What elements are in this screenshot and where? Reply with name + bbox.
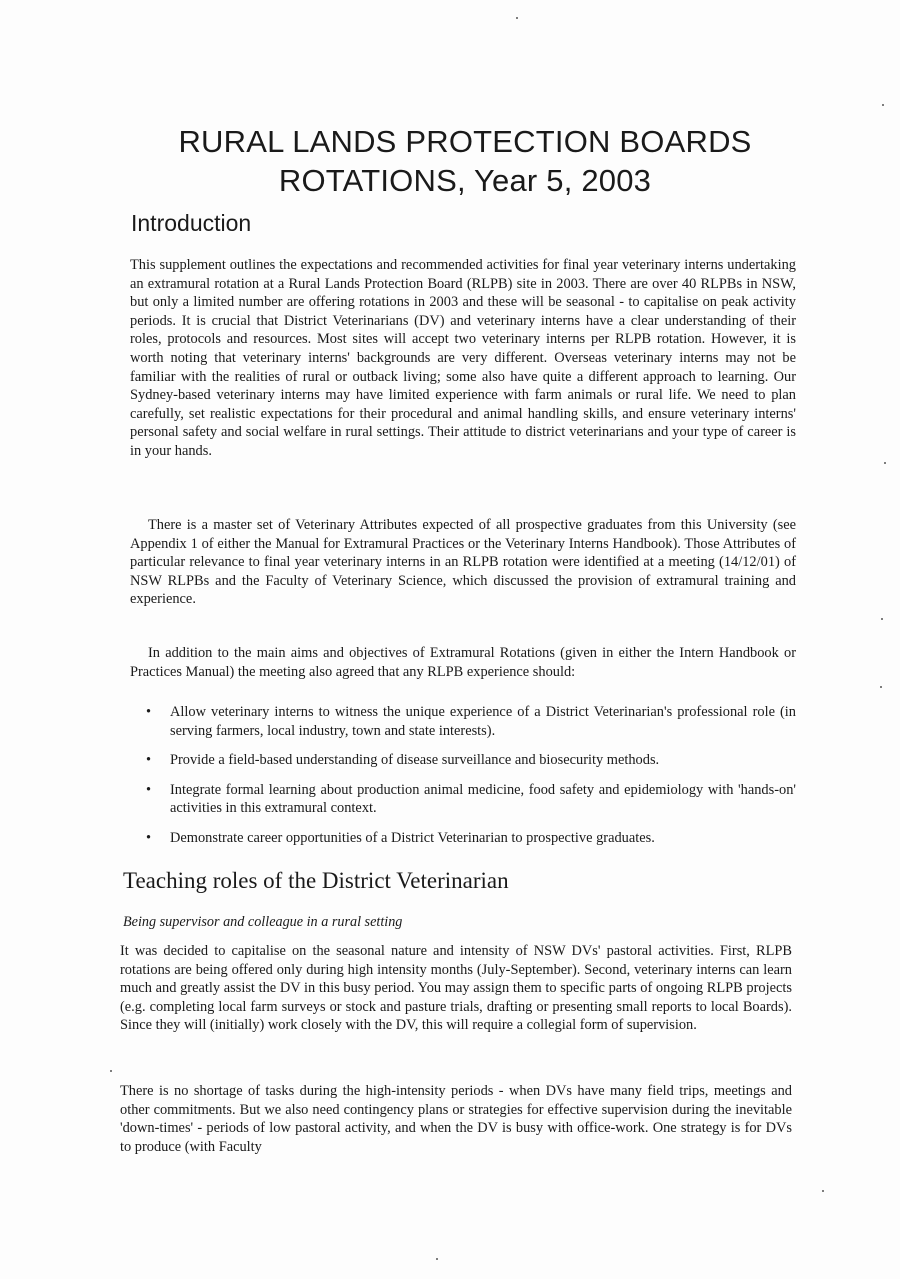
bullet-icon: • bbox=[146, 752, 152, 769]
list-item-text: Provide a field-based understanding of disease surveillance and biosecurity methods. bbox=[170, 752, 660, 769]
bullet-icon: • bbox=[146, 781, 152, 798]
introduction-heading: Introduction bbox=[131, 210, 252, 236]
list-item bbox=[146, 703, 796, 740]
teaching-paragraph-2: There is no shortage of tasks during the high-intensity periods - when DVs have many field trips, meetings and other commitments. But we also need contingency plans or strategies for effective supervision during the inevitable 'down-times' - periods of low pastoral activity, and when the DV is busy with office-work. One strategy is for DVs to produce (with Faculty bbox=[120, 1083, 792, 1155]
list-item-text: Allow veterinary interns to witness the unique experience of a District Veterinarian's professional role (in serving farmers, local industry, town and state interests). bbox=[170, 704, 796, 739]
teaching-subheading: Being supervisor and colleague in a rural setting bbox=[123, 914, 403, 930]
list-item bbox=[146, 829, 796, 848]
scan-speck bbox=[882, 104, 884, 106]
list-item-text: Integrate formal learning about production animal medicine, food safety and epidemiology with 'hands-on' activities in this extramural context. bbox=[170, 781, 796, 817]
scan-speck bbox=[822, 1190, 824, 1192]
page-title: RURAL LANDS PROTECTION BOARDS ROTATIONS, Year 5, 2003 bbox=[178, 124, 752, 198]
scan-speck bbox=[884, 462, 886, 464]
scan-speck bbox=[880, 686, 882, 688]
bullet-icon: • bbox=[146, 829, 152, 846]
intro-paragraph-2: There is a master set of Veterinary Attributes expected of all prospective graduates from this University (see Appendix 1 of either the Manual for Extramural Practices or the Veterinary Interns Handbook). Those Attributes of particular relevance to final year veterinary interns in an RLPB rotation were identified at a meeting (14/12/01) of NSW RLPBs and the Faculty of Veterinary Science, which discussed the provision of extramural training and experience. bbox=[130, 517, 796, 608]
teaching-roles-heading: Teaching roles of the District Veterinarian bbox=[123, 868, 509, 893]
scan-speck bbox=[436, 1258, 438, 1260]
list-item bbox=[146, 781, 796, 818]
bullet-icon: • bbox=[146, 704, 152, 720]
rlpb-experience-list bbox=[146, 703, 796, 859]
scan-speck bbox=[110, 1070, 112, 1072]
teaching-paragraph-1: It was decided to capitalise on the seasonal nature and intensity of NSW DVs' pastoral activities. First, RLPB rotations are being offered only during high intensity months (July-September). Second, veterinary interns can learn much and greatly assist the DV in this busy period. You may assign them to specific parts of ongoing RLPB projects (e.g. completing local farm surveys or stock and pasture trials, drafting or presenting small reports to local Boards). Since they will (initially) work closely with the DV, this will require a collegial form of supervision. bbox=[120, 943, 792, 1034]
list-item-text: Demonstrate career opportunities of a District Veterinarian to prospective graduates. bbox=[170, 829, 655, 846]
scan-speck bbox=[881, 618, 883, 620]
intro-paragraph-3: In addition to the main aims and objectives of Extramural Rotations (given in either the Intern Handbook or Practices Manual) the meeting also agreed that any RLPB experience should: bbox=[130, 645, 796, 680]
intro-paragraph-1: This supplement outlines the expectations and recommended activities for final year veterinary interns undertaking an extramural rotation at a Rural Lands Protection Board (RLPB) site in 2003. There are over 40 RLPBs in NSW, but only a limited number are offering rotations in 2003 and these will be seasonal - to capitalise on peak activity periods. It is crucial that District Veterinarians (DV) and veterinary interns have a clear understanding of their roles, protocols and resources. Most sites will accept two veterinary interns per RLPB rotation. However, it is worth noting that veterinary interns' backgrounds are very different. Overseas veterinary interns may not be familiar with the realities of rural or outback living; some also have quite a different approach to learning. Our Sydney-based veterinary interns may have limited experience with farm animals or rural life. We need to plan carefully, set realistic expectations for their procedural and animal handling skills, and ensure veterinary interns' personal safety and social welfare in rural settings. Their attitude to district veterinarians and your type of career is in your hands. bbox=[130, 257, 796, 459]
scan-speck bbox=[516, 17, 518, 19]
list-item bbox=[146, 751, 796, 770]
